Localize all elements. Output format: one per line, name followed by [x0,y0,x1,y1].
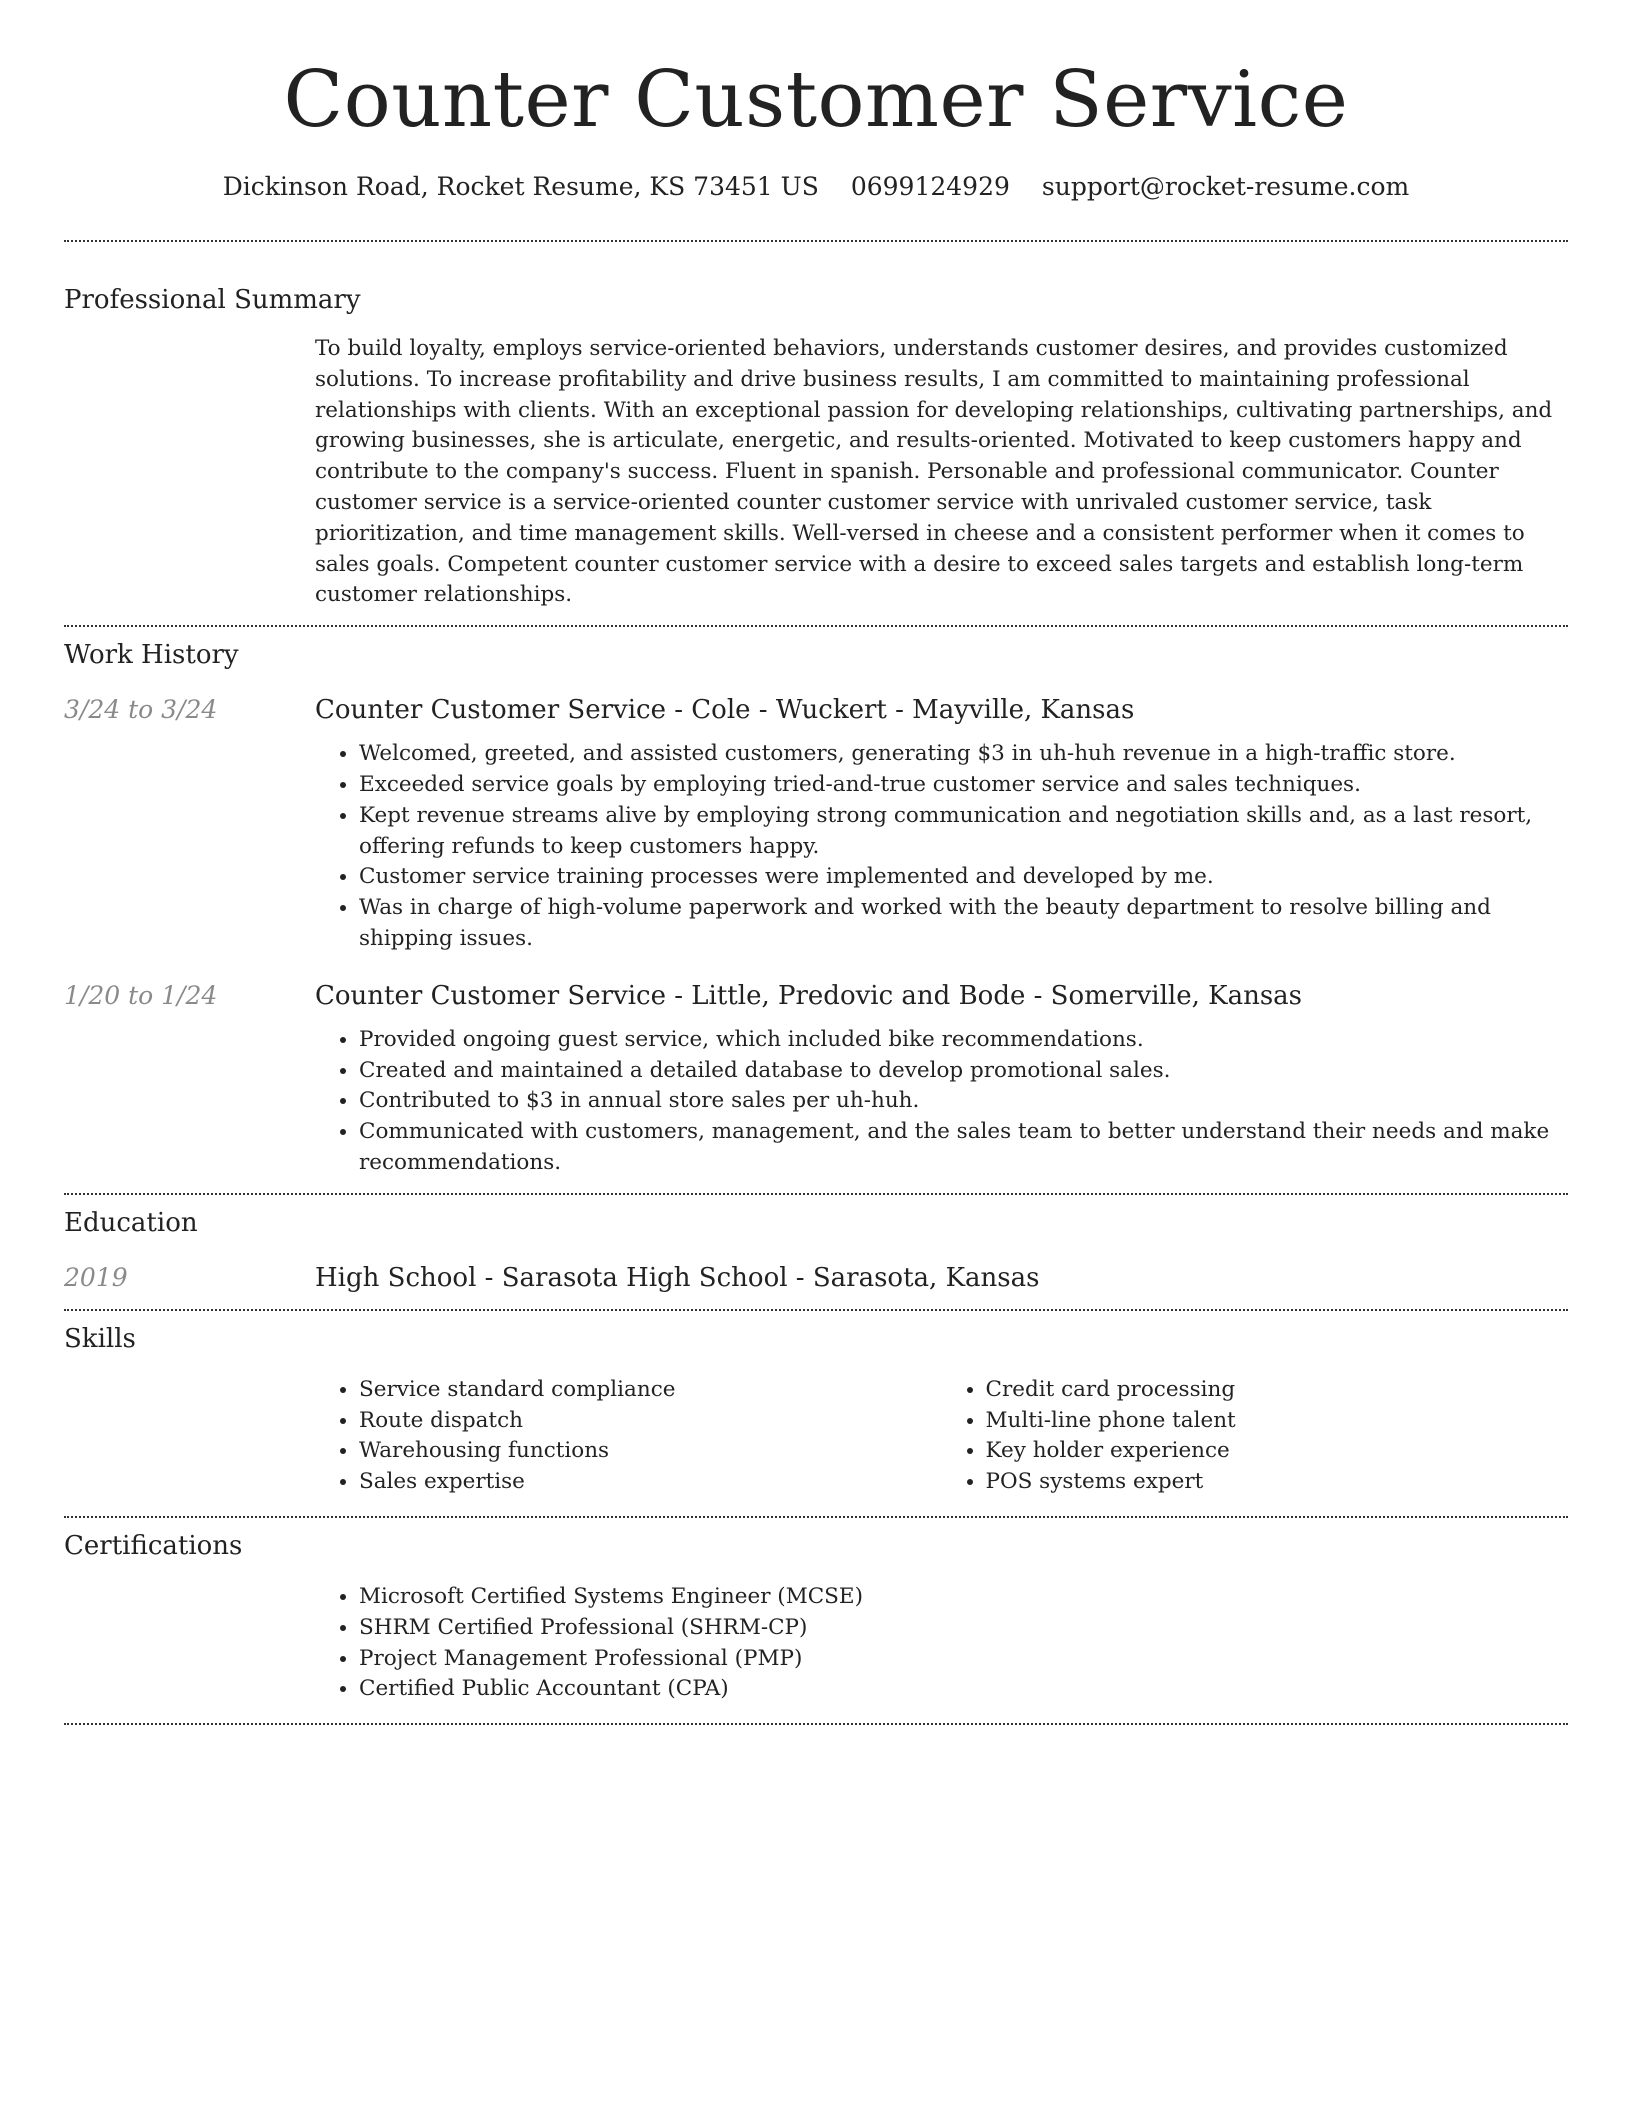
skill-item: • Credit card processing [986,1375,1569,1406]
skills-column-left [315,1375,942,1498]
job-bullets [315,1025,1568,1179]
section-title-summary: Professional Summary [64,285,361,315]
divider [64,1516,1568,1518]
certifications-list [315,1582,1568,1705]
certification-item: • Certified Public Accountant (CPA) [359,1674,1568,1705]
list-item: • Kept revenue streams alive by employing strong communication and negotiation skills and, as a last resort, offering refunds to keep customers happy. [359,801,1568,863]
list-item: • Contributed to $3 in annual store sales per uh-huh. [359,1086,1568,1117]
section-title-certifications: Certifications [64,1530,243,1561]
contact-line [64,170,1568,204]
list-item: • Exceeded service goals by employing tried-and-true customer service and sales techniques. [359,770,1568,801]
skill-item: • Warehousing functions [359,1436,942,1467]
job-entry [64,979,1568,1179]
contact-email: support@rocket-resume.com [1041,172,1410,201]
skills-column-right [942,1375,1569,1498]
divider [64,1193,1568,1195]
skill-item: • Sales expertise [359,1467,942,1498]
skill-item: • POS systems expert [986,1467,1569,1498]
education-section [64,1205,1568,1295]
list-item: • Provided ongoing guest service, which included bike recommendations. [359,1025,1568,1056]
job-dates: 1/20 to 1/24 [64,980,218,1010]
education-heading: High School - Sarasota High School - Sarasota, Kansas [315,1262,1040,1293]
certification-item: • Project Management Professional (PMP) [359,1644,1568,1675]
skill-item: • Key holder experience [986,1436,1569,1467]
list-item: • Created and maintained a detailed database to develop promotional sales. [359,1056,1568,1087]
contact-phone: 0699124929 [850,172,1010,201]
divider [64,625,1568,627]
skill-item: • Route dispatch [359,1406,942,1437]
list-item: • Communicated with customers, management, and the sales team to better understand their needs and make recommendations. [359,1117,1568,1179]
job-bullets [315,739,1568,955]
section-title-skills: Skills [64,1323,136,1354]
summary-section [64,282,1568,611]
job-heading: Counter Customer Service - Cole - Wuckert - Mayville, Kansas [315,695,1135,726]
skills-list [315,1375,1568,1498]
job-dates: 3/24 to 3/24 [64,695,218,725]
work-history-section [64,637,1568,1179]
list-item: • Customer service training processes were implemented and developed by me. [359,862,1568,893]
list-item: • Was in charge of high-volume paperwork and worked with the beauty department to resolve billing and shipping issues. [359,893,1568,955]
section-title-work-history: Work History [64,640,239,671]
certification-item: • Microsoft Certified Systems Engineer (MCSE) [359,1582,1568,1613]
divider [64,1723,1568,1725]
skills-section [64,1321,1568,1498]
education-year: 2019 [64,1262,128,1292]
job-heading: Counter Customer Service - Little, Predovic and Bode - Somerville, Kansas [315,980,1303,1011]
certification-item: • SHRM Certified Professional (SHRM-CP) [359,1613,1568,1644]
summary-text: To build loyalty, employs service-oriented behaviors, understands customer desires, and provides customized solutions. To increase profitability and drive business results, I am committed to maintaining professional relationships with clients. With an exceptional passion for developing relationships, cultivating partnerships, and growing businesses, she is articulate, energetic, and results-oriented. Motivated to keep customers happy and contribute to the company's success. Fluent in spanish. Personable and professional communicator. Counter customer service is a service-oriented counter customer service with unrivaled customer service, task prioritization, and time management skills. Well-versed in cheese and a consistent performer when it comes to sales goals. Competent counter customer service with a desire to exceed sales targets and establish long-term customer relationships. [315,336,1553,608]
divider [64,240,1568,242]
candidate-name: Counter Customer Service [283,55,1349,145]
section-title-education: Education [64,1207,198,1238]
skill-item: • Service standard compliance [359,1375,942,1406]
education-entry [64,1261,1568,1295]
contact-address: Dickinson Road, Rocket Resume, KS 73451 US [222,172,819,201]
certifications-section [64,1528,1568,1705]
skill-item: • Multi-line phone talent [986,1406,1569,1437]
divider [64,1309,1568,1311]
job-entry [64,693,1568,955]
list-item: • Welcomed, greeted, and assisted customers, generating $3 in uh-huh revenue in a high-traffic store. [359,739,1568,770]
